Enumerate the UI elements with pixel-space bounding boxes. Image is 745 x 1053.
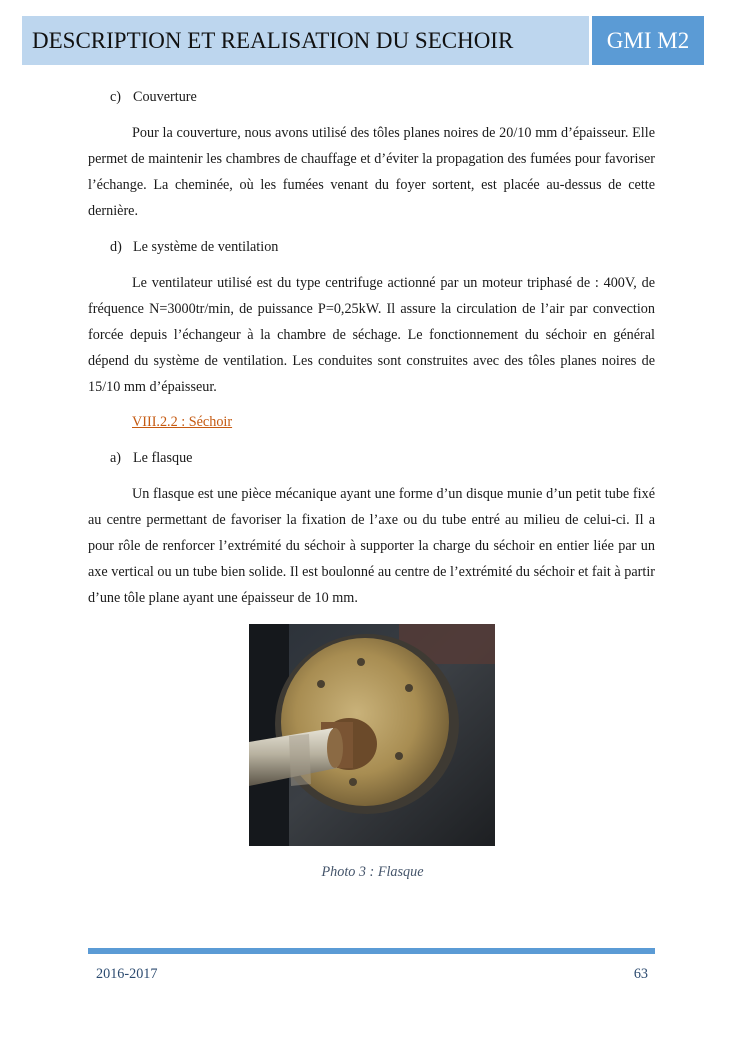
footer-divider [88,948,655,954]
course-code-badge [592,16,704,65]
list-item-title: Le système de ventilation [133,239,279,255]
list-marker: a) [110,450,122,466]
subsection-heading-sechoir[interactable]: VIII.2.2 : Séchoir [132,414,233,430]
paragraph-flasque: Un flasque est une pièce mécanique ayant une forme d’un disque munie d’un petit tube fixé au centre permettant de favoriser la fixation de l’axe ou du tube entré au milieu de celui-ci. Il a pour rôle de renforcer l’extrémité du séchoir à supporter la charge du séchoir en entier liée par un axe vertical ou un tube bien solide. Il est boulonné au centre de l’extrémité du séchoir et fait à partir d’une tôle plane ayant une épaisseur de 10 mm. [88,486,655,606]
list-item-flasque [110,450,192,467]
footer-academic-year: 2016-2017 [96,966,158,982]
document-title-banner [22,16,589,65]
list-item-ventilation [110,239,278,256]
list-item-couverture [110,89,197,106]
list-item-title: Couverture [133,89,197,105]
page-number: 63 [633,966,648,982]
paragraph-ventilation: Le ventilateur utilisé est du type centrifuge actionné par un moteur triphasé de : 400V, de fréquence N=3000tr/min, de puissance P=0,25kW. Il assure la circulation de l’air par convection forcée depuis l’échangeur à la chambre de séchage. Le fonctionnement du séchoir en général dépend du système de ventilation. Les conduites sont construites avec des tôles planes noires de 15/10 mm d’épaisseur. [88,275,655,395]
list-marker: c) [110,89,122,105]
document-title: DESCRIPTION ET REALISATION DU SECHOIR [32,28,514,53]
flasque-photo-illustration [249,624,495,846]
list-item-title: Le flasque [133,450,193,466]
paragraph-couverture: Pour la couverture, nous avons utilisé des tôles planes noires de 20/10 mm d’épaisseur. Elle permet de maintenir les chambres de chauffage et d’éviter la propagation des fumées pour favoriser l’échange. La cheminée, où les fumées venant du foyer sortent, est placée au-dessus de cette dernière. [88,125,655,219]
figure-caption: Photo 3 : Flasque [321,864,424,880]
list-marker: d) [110,239,122,255]
course-code: GMI M2 [606,28,690,53]
flasque-photo [249,624,495,846]
